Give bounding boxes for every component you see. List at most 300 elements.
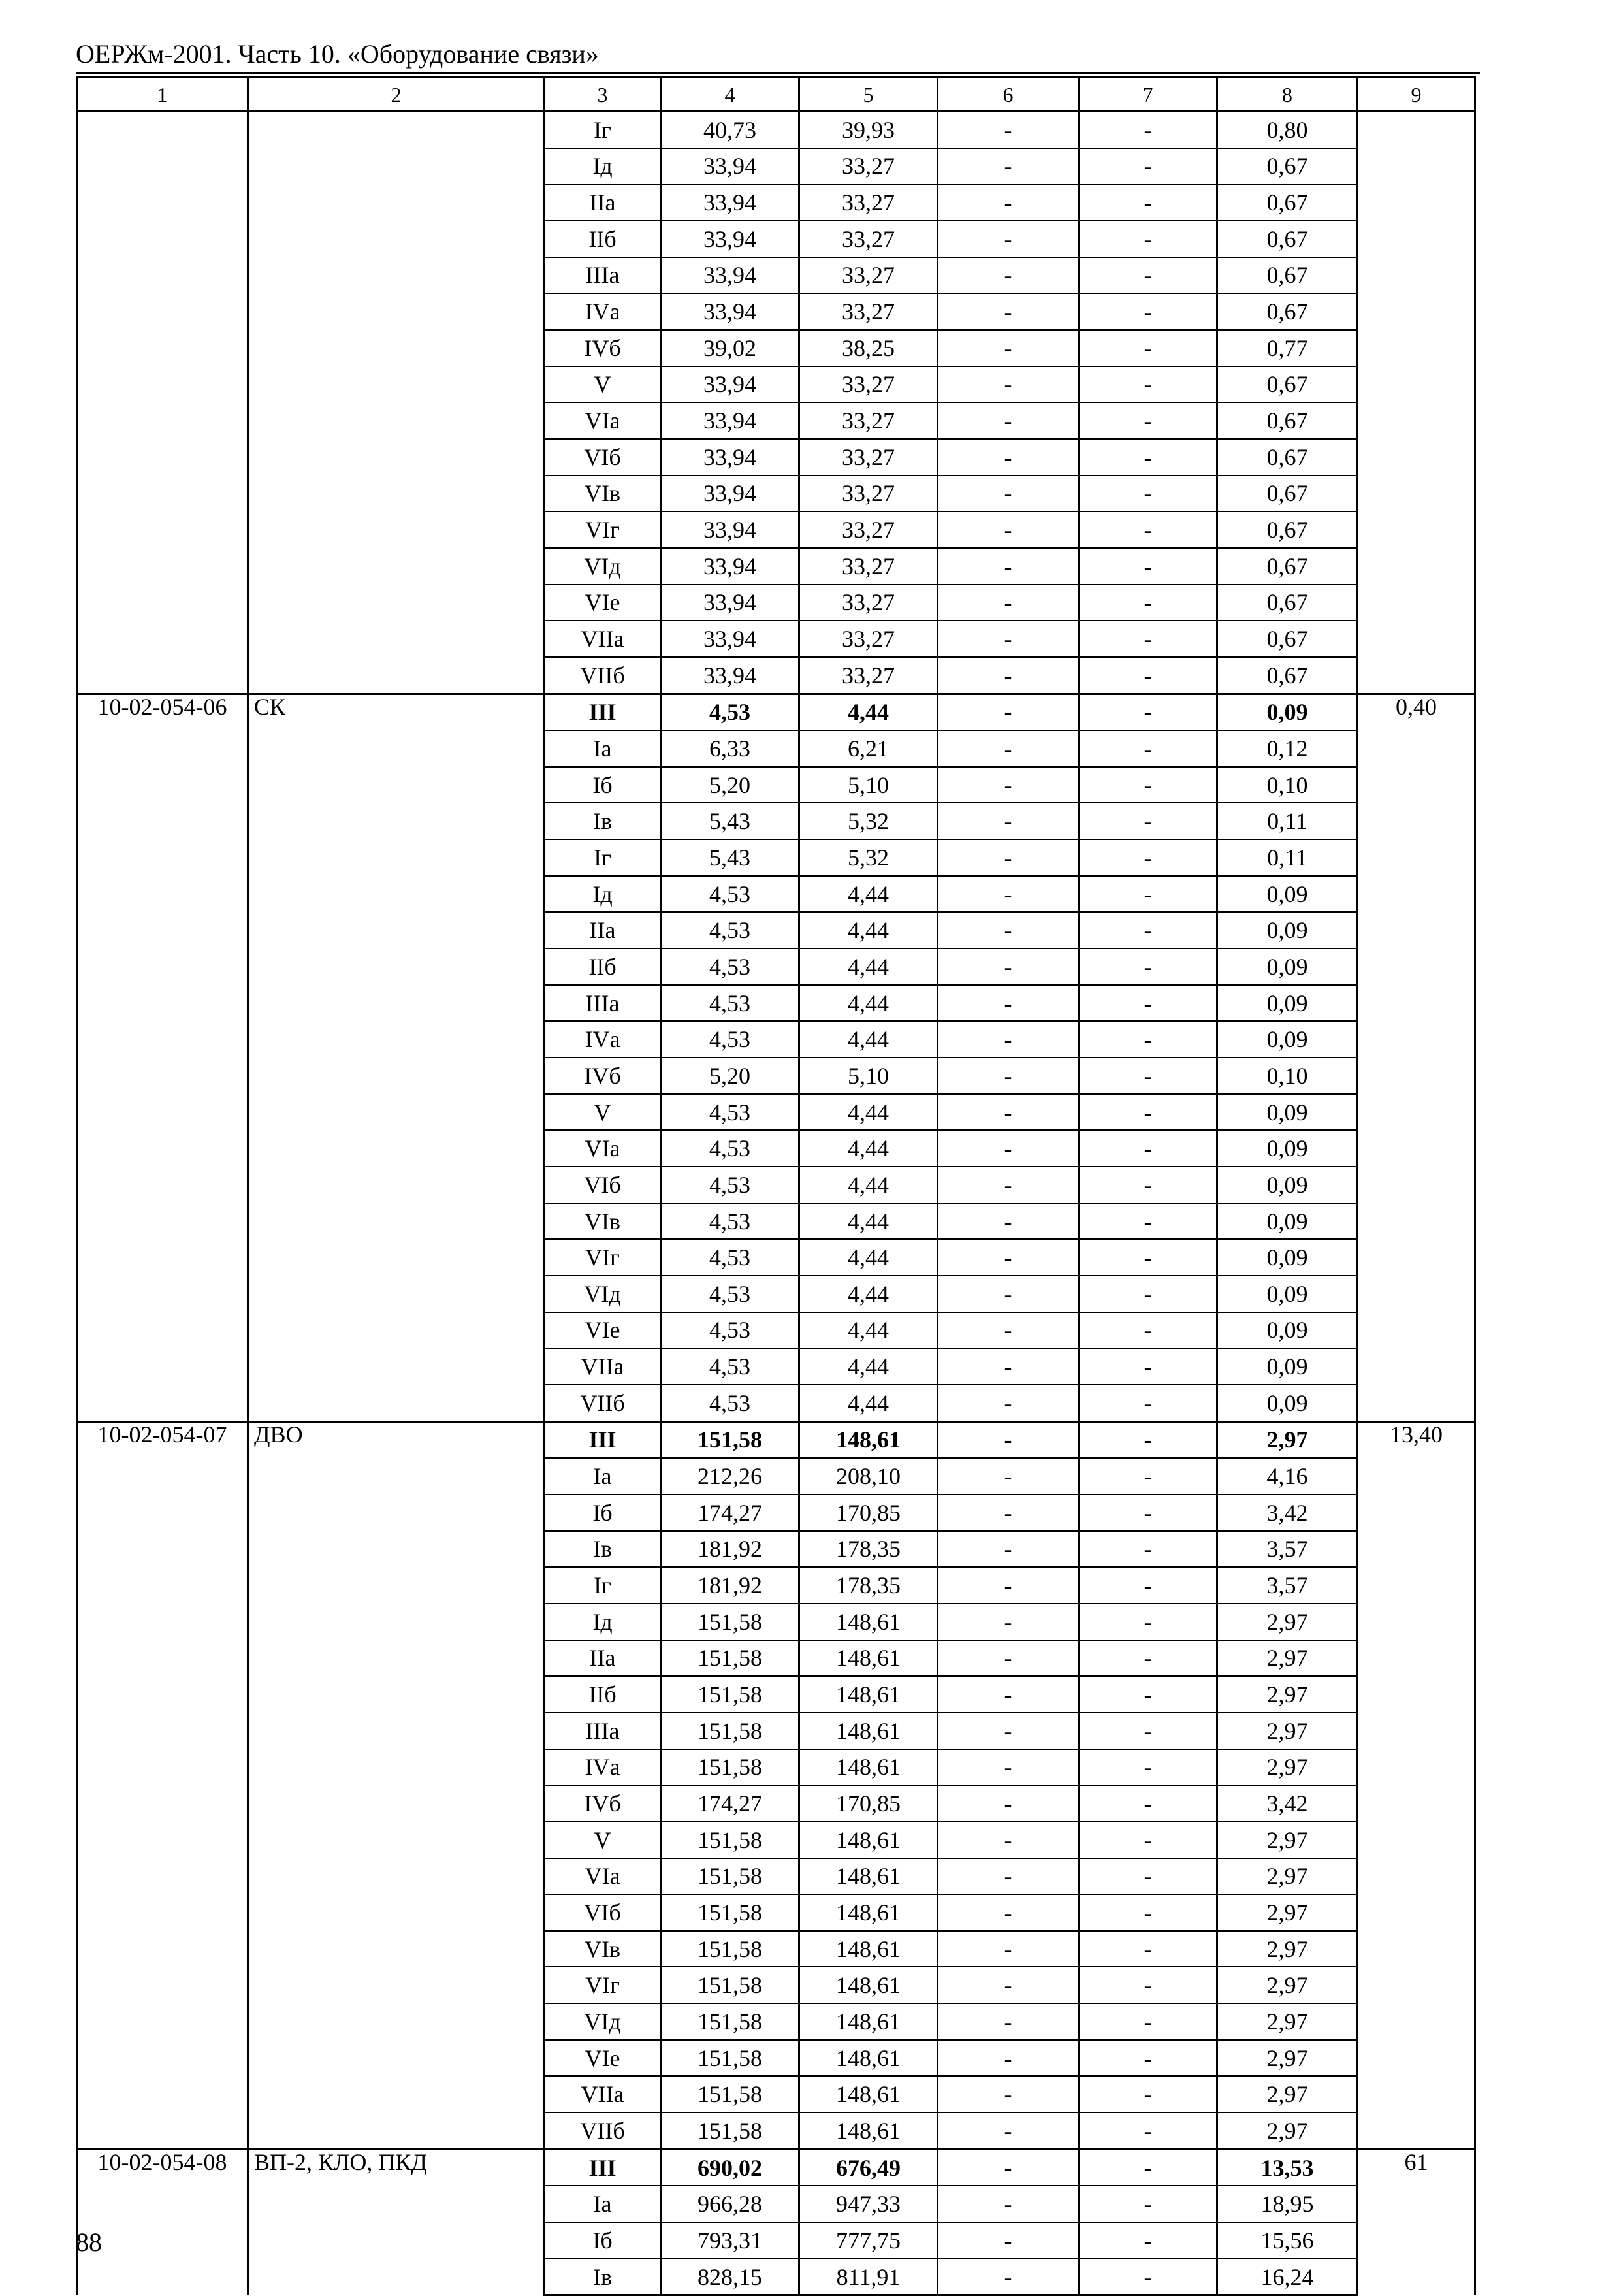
value-cell-col4: 151,58 bbox=[661, 1749, 799, 1786]
value-cell-col8: 0,67 bbox=[1217, 148, 1358, 185]
value-cell-col7: - bbox=[1079, 1239, 1217, 1276]
zone-cell: V bbox=[545, 1094, 661, 1131]
zone-cell: VIIа bbox=[545, 1348, 661, 1385]
value-cell-col5: 38,25 bbox=[799, 330, 938, 366]
value-cell-col7: - bbox=[1079, 2076, 1217, 2112]
value-cell-col4: 4,53 bbox=[661, 985, 799, 1022]
zone-cell: VIе bbox=[545, 2040, 661, 2077]
value-cell-col7: - bbox=[1079, 2040, 1217, 2077]
value-cell-col8: 3,42 bbox=[1217, 1495, 1358, 1531]
value-cell-col8: 0,67 bbox=[1217, 184, 1358, 221]
value-cell-col7: - bbox=[1079, 876, 1217, 913]
column-header-9: 9 bbox=[1358, 78, 1475, 112]
value-cell-col5: 170,85 bbox=[799, 1785, 938, 1822]
value-cell-col6: - bbox=[938, 2003, 1079, 2040]
zone-cell: VIIа bbox=[545, 621, 661, 657]
value-cell-col4: 33,94 bbox=[661, 621, 799, 657]
table-row bbox=[77, 112, 1475, 148]
col9-value-cell: 0,40 bbox=[1358, 694, 1475, 1421]
value-cell-col5: 4,44 bbox=[799, 1276, 938, 1312]
value-cell-col8: 2,97 bbox=[1217, 1604, 1358, 1640]
value-cell-col7: - bbox=[1079, 1604, 1217, 1640]
value-cell-col6: - bbox=[938, 366, 1079, 403]
zone-cell: VIв bbox=[545, 476, 661, 512]
value-cell-col5: 33,27 bbox=[799, 221, 938, 257]
value-cell-col6: - bbox=[938, 1822, 1079, 1858]
value-cell-col7: - bbox=[1079, 221, 1217, 257]
value-cell-col7: - bbox=[1079, 2222, 1217, 2259]
value-cell-col6: - bbox=[938, 330, 1079, 366]
zone-cell: VIв bbox=[545, 1931, 661, 1967]
value-cell-col4: 4,53 bbox=[661, 912, 799, 948]
value-cell-col6: - bbox=[938, 184, 1079, 221]
value-cell-col7: - bbox=[1079, 2259, 1217, 2295]
value-cell-col4: 33,94 bbox=[661, 402, 799, 439]
value-cell-col5: 148,61 bbox=[799, 1858, 938, 1895]
rate-code-cell: 10-02-054-06 bbox=[77, 694, 248, 1421]
value-cell-col6: - bbox=[938, 1967, 1079, 2003]
value-cell-col6: - bbox=[938, 876, 1079, 913]
zone-cell: IIIа bbox=[545, 257, 661, 294]
value-cell-col5: 208,10 bbox=[799, 1458, 938, 1495]
value-cell-col4: 33,94 bbox=[661, 585, 799, 621]
zone-cell: VIд bbox=[545, 2003, 661, 2040]
value-cell-col5: 148,61 bbox=[799, 2040, 938, 2077]
value-cell-col4: 174,27 bbox=[661, 1495, 799, 1531]
value-cell-col6: - bbox=[938, 1785, 1079, 1822]
page-number: 88 bbox=[76, 2227, 102, 2257]
zone-cell: IIб bbox=[545, 948, 661, 985]
value-cell-col4: 690,02 bbox=[661, 2149, 799, 2186]
value-cell-col5: 4,44 bbox=[799, 694, 938, 730]
value-cell-col5: 4,44 bbox=[799, 1348, 938, 1385]
value-cell-col5: 148,61 bbox=[799, 2003, 938, 2040]
value-cell-col4: 5,43 bbox=[661, 803, 799, 839]
value-cell-col8: 2,97 bbox=[1217, 2040, 1358, 2077]
zone-cell: III bbox=[545, 694, 661, 730]
value-cell-col5: 4,44 bbox=[799, 876, 938, 913]
value-cell-col8: 0,11 bbox=[1217, 803, 1358, 839]
value-cell-col5: 33,27 bbox=[799, 585, 938, 621]
value-cell-col4: 33,94 bbox=[661, 184, 799, 221]
value-cell-col7: - bbox=[1079, 912, 1217, 948]
value-cell-col8: 0,09 bbox=[1217, 948, 1358, 985]
value-cell-col5: 33,27 bbox=[799, 548, 938, 585]
value-cell-col4: 5,43 bbox=[661, 839, 799, 876]
value-cell-col7: - bbox=[1079, 657, 1217, 694]
value-cell-col4: 181,92 bbox=[661, 1567, 799, 1604]
value-cell-col7: - bbox=[1079, 1421, 1217, 1458]
value-cell-col6: - bbox=[938, 585, 1079, 621]
column-header-6: 6 bbox=[938, 78, 1079, 112]
value-cell-col7: - bbox=[1079, 1276, 1217, 1312]
zone-cell: III bbox=[545, 2149, 661, 2186]
value-cell-col5: 4,44 bbox=[799, 1239, 938, 1276]
value-cell-col4: 174,27 bbox=[661, 1785, 799, 1822]
value-cell-col7: - bbox=[1079, 1385, 1217, 1421]
value-cell-col8: 0,67 bbox=[1217, 585, 1358, 621]
value-cell-col7: - bbox=[1079, 1567, 1217, 1604]
value-cell-col6: - bbox=[938, 439, 1079, 476]
zone-cell: VIб bbox=[545, 439, 661, 476]
value-cell-col7: - bbox=[1079, 366, 1217, 403]
zone-cell: V bbox=[545, 366, 661, 403]
value-cell-col5: 148,61 bbox=[799, 1931, 938, 1967]
value-cell-col6: - bbox=[938, 1385, 1079, 1421]
value-cell-col6: - bbox=[938, 1312, 1079, 1349]
table-body bbox=[77, 78, 1475, 2295]
value-cell-col4: 33,94 bbox=[661, 439, 799, 476]
value-cell-col5: 4,44 bbox=[799, 985, 938, 1022]
column-header-8: 8 bbox=[1217, 78, 1358, 112]
value-cell-col5: 4,44 bbox=[799, 1167, 938, 1203]
zone-cell: III bbox=[545, 1421, 661, 1458]
value-cell-col6: - bbox=[938, 112, 1079, 148]
value-cell-col7: - bbox=[1079, 1858, 1217, 1895]
value-cell-col4: 4,53 bbox=[661, 1385, 799, 1421]
value-cell-col5: 4,44 bbox=[799, 948, 938, 985]
value-cell-col7: - bbox=[1079, 1495, 1217, 1531]
value-cell-col7: - bbox=[1079, 2186, 1217, 2222]
value-cell-col5: 33,27 bbox=[799, 657, 938, 694]
zone-cell: Iг bbox=[545, 839, 661, 876]
value-cell-col8: 0,67 bbox=[1217, 439, 1358, 476]
value-cell-col6: - bbox=[938, 293, 1079, 330]
zone-cell: VIг bbox=[545, 511, 661, 548]
value-cell-col7: - bbox=[1079, 184, 1217, 221]
value-cell-col8: 2,97 bbox=[1217, 1822, 1358, 1858]
value-cell-col4: 33,94 bbox=[661, 366, 799, 403]
zone-cell: V bbox=[545, 1822, 661, 1858]
value-cell-col4: 4,53 bbox=[661, 1348, 799, 1385]
value-cell-col5: 148,61 bbox=[799, 1822, 938, 1858]
value-cell-col6: - bbox=[938, 1167, 1079, 1203]
value-cell-col6: - bbox=[938, 2112, 1079, 2149]
value-cell-col8: 0,09 bbox=[1217, 694, 1358, 730]
zone-cell: Iб bbox=[545, 767, 661, 803]
zone-cell: Iв bbox=[545, 2259, 661, 2295]
zone-cell: IIб bbox=[545, 221, 661, 257]
value-cell-col8: 0,10 bbox=[1217, 767, 1358, 803]
value-cell-col7: - bbox=[1079, 439, 1217, 476]
value-cell-col7: - bbox=[1079, 1531, 1217, 1568]
value-cell-col5: 148,61 bbox=[799, 1894, 938, 1931]
value-cell-col5: 178,35 bbox=[799, 1567, 938, 1604]
value-cell-col7: - bbox=[1079, 839, 1217, 876]
value-cell-col8: 3,57 bbox=[1217, 1567, 1358, 1604]
value-cell-col8: 0,09 bbox=[1217, 1094, 1358, 1131]
value-cell-col4: 4,53 bbox=[661, 1239, 799, 1276]
value-cell-col6: - bbox=[938, 2076, 1079, 2112]
value-cell-col8: 0,67 bbox=[1217, 621, 1358, 657]
equipment-name-cell bbox=[248, 112, 545, 694]
value-cell-col5: 676,49 bbox=[799, 2149, 938, 2186]
value-cell-col4: 151,58 bbox=[661, 2040, 799, 2077]
value-cell-col7: - bbox=[1079, 293, 1217, 330]
value-cell-col5: 4,44 bbox=[799, 1312, 938, 1349]
value-cell-col6: - bbox=[938, 1567, 1079, 1604]
value-cell-col8: 2,97 bbox=[1217, 2112, 1358, 2149]
value-cell-col4: 39,02 bbox=[661, 330, 799, 366]
value-cell-col8: 0,67 bbox=[1217, 366, 1358, 403]
zone-cell: Iа bbox=[545, 1458, 661, 1495]
value-cell-col6: - bbox=[938, 1604, 1079, 1640]
value-cell-col7: - bbox=[1079, 2149, 1217, 2186]
value-cell-col8: 0,67 bbox=[1217, 476, 1358, 512]
value-cell-col4: 4,53 bbox=[661, 694, 799, 730]
value-cell-col6: - bbox=[938, 730, 1079, 767]
value-cell-col6: - bbox=[938, 2186, 1079, 2222]
value-cell-col5: 811,91 bbox=[799, 2259, 938, 2295]
value-cell-col7: - bbox=[1079, 730, 1217, 767]
value-cell-col7: - bbox=[1079, 1822, 1217, 1858]
value-cell-col4: 4,53 bbox=[661, 1203, 799, 1240]
value-cell-col7: - bbox=[1079, 1967, 1217, 2003]
value-cell-col5: 5,32 bbox=[799, 839, 938, 876]
value-cell-col5: 148,61 bbox=[799, 2112, 938, 2149]
rate-code-cell bbox=[77, 112, 248, 694]
value-cell-col6: - bbox=[938, 476, 1079, 512]
value-cell-col8: 0,09 bbox=[1217, 1312, 1358, 1349]
value-cell-col4: 33,94 bbox=[661, 293, 799, 330]
value-cell-col4: 6,33 bbox=[661, 730, 799, 767]
value-cell-col8: 0,67 bbox=[1217, 511, 1358, 548]
value-cell-col8: 0,12 bbox=[1217, 730, 1358, 767]
value-cell-col5: 33,27 bbox=[799, 257, 938, 294]
value-cell-col7: - bbox=[1079, 1348, 1217, 1385]
value-cell-col4: 33,94 bbox=[661, 548, 799, 585]
value-cell-col5: 947,33 bbox=[799, 2186, 938, 2222]
zone-cell: Iд bbox=[545, 148, 661, 185]
value-cell-col6: - bbox=[938, 1894, 1079, 1931]
zone-cell: VIб bbox=[545, 1894, 661, 1931]
value-cell-col4: 33,94 bbox=[661, 148, 799, 185]
zone-cell: VIIб bbox=[545, 657, 661, 694]
value-cell-col8: 0,09 bbox=[1217, 1385, 1358, 1421]
value-cell-col6: - bbox=[938, 1495, 1079, 1531]
zone-cell: VIе bbox=[545, 1312, 661, 1349]
zone-cell: IVб bbox=[545, 1058, 661, 1094]
value-cell-col4: 151,58 bbox=[661, 1822, 799, 1858]
value-cell-col6: - bbox=[938, 2222, 1079, 2259]
value-cell-col8: 0,09 bbox=[1217, 1167, 1358, 1203]
value-cell-col6: - bbox=[938, 1640, 1079, 1677]
value-cell-col4: 181,92 bbox=[661, 1531, 799, 1568]
value-cell-col5: 148,61 bbox=[799, 1967, 938, 2003]
value-cell-col4: 151,58 bbox=[661, 1604, 799, 1640]
value-cell-col8: 4,16 bbox=[1217, 1458, 1358, 1495]
value-cell-col6: - bbox=[938, 402, 1079, 439]
value-cell-col8: 0,09 bbox=[1217, 876, 1358, 913]
value-cell-col7: - bbox=[1079, 511, 1217, 548]
zone-cell: VIв bbox=[545, 1203, 661, 1240]
value-cell-col8: 0,67 bbox=[1217, 548, 1358, 585]
value-cell-col5: 33,27 bbox=[799, 184, 938, 221]
value-cell-col5: 178,35 bbox=[799, 1531, 938, 1568]
col9-value-cell bbox=[1358, 112, 1475, 694]
zone-cell: Iа bbox=[545, 2186, 661, 2222]
value-cell-col7: - bbox=[1079, 2112, 1217, 2149]
value-cell-col5: 33,27 bbox=[799, 476, 938, 512]
value-cell-col5: 33,27 bbox=[799, 148, 938, 185]
value-cell-col8: 18,95 bbox=[1217, 2186, 1358, 2222]
value-cell-col6: - bbox=[938, 1058, 1079, 1094]
value-cell-col5: 33,27 bbox=[799, 621, 938, 657]
value-cell-col4: 5,20 bbox=[661, 767, 799, 803]
value-cell-col7: - bbox=[1079, 1058, 1217, 1094]
value-cell-col7: - bbox=[1079, 948, 1217, 985]
value-cell-col8: 2,97 bbox=[1217, 1931, 1358, 1967]
value-cell-col8: 0,09 bbox=[1217, 1348, 1358, 1385]
value-cell-col5: 5,10 bbox=[799, 767, 938, 803]
zone-cell: VIб bbox=[545, 1167, 661, 1203]
value-cell-col4: 4,53 bbox=[661, 1167, 799, 1203]
value-cell-col4: 151,58 bbox=[661, 1421, 799, 1458]
value-cell-col7: - bbox=[1079, 985, 1217, 1022]
value-cell-col4: 151,58 bbox=[661, 1967, 799, 2003]
zone-cell: VIг bbox=[545, 1967, 661, 2003]
zone-cell: Iб bbox=[545, 2222, 661, 2259]
value-cell-col4: 4,53 bbox=[661, 1312, 799, 1349]
value-cell-col4: 151,58 bbox=[661, 2112, 799, 2149]
value-cell-col7: - bbox=[1079, 1167, 1217, 1203]
value-cell-col8: 3,57 bbox=[1217, 1531, 1358, 1568]
value-cell-col8: 0,10 bbox=[1217, 1058, 1358, 1094]
value-cell-col7: - bbox=[1079, 585, 1217, 621]
value-cell-col6: - bbox=[938, 985, 1079, 1022]
zone-cell: VIа bbox=[545, 1858, 661, 1895]
zone-cell: IIб bbox=[545, 1676, 661, 1713]
value-cell-col6: - bbox=[938, 1421, 1079, 1458]
value-cell-col7: - bbox=[1079, 803, 1217, 839]
zone-cell: Iд bbox=[545, 1604, 661, 1640]
value-cell-col5: 170,85 bbox=[799, 1495, 938, 1531]
page-header-title: ОЕРЖм-2001. Часть 10. «Оборудование связи» bbox=[76, 39, 599, 69]
value-cell-col5: 148,61 bbox=[799, 2076, 938, 2112]
col9-value-cell: 13,40 bbox=[1358, 1421, 1475, 2149]
value-cell-col4: 828,15 bbox=[661, 2259, 799, 2295]
zone-cell: IIа bbox=[545, 912, 661, 948]
value-cell-col8: 16,24 bbox=[1217, 2259, 1358, 2295]
value-cell-col8: 0,09 bbox=[1217, 912, 1358, 948]
table-row bbox=[77, 2149, 1475, 2186]
value-cell-col7: - bbox=[1079, 1931, 1217, 1967]
value-cell-col8: 0,67 bbox=[1217, 657, 1358, 694]
value-cell-col4: 4,53 bbox=[661, 1094, 799, 1131]
zone-cell: Iа bbox=[545, 730, 661, 767]
zone-cell: IVа bbox=[545, 1749, 661, 1786]
value-cell-col5: 148,61 bbox=[799, 1640, 938, 1677]
value-cell-col5: 33,27 bbox=[799, 366, 938, 403]
value-cell-col8: 0,09 bbox=[1217, 1276, 1358, 1312]
value-cell-col4: 40,73 bbox=[661, 112, 799, 148]
value-cell-col8: 0,77 bbox=[1217, 330, 1358, 366]
value-cell-col6: - bbox=[938, 1713, 1079, 1749]
value-cell-col8: 2,97 bbox=[1217, 1967, 1358, 2003]
value-cell-col5: 148,61 bbox=[799, 1421, 938, 1458]
value-cell-col5: 5,32 bbox=[799, 803, 938, 839]
zone-cell: IIIа bbox=[545, 985, 661, 1022]
value-cell-col6: - bbox=[938, 511, 1079, 548]
value-cell-col5: 4,44 bbox=[799, 1385, 938, 1421]
value-cell-col4: 5,20 bbox=[661, 1058, 799, 1094]
equipment-name-cell: СК bbox=[248, 694, 545, 1421]
header-rule bbox=[76, 72, 1480, 74]
value-cell-col6: - bbox=[938, 548, 1079, 585]
zone-cell: VIе bbox=[545, 585, 661, 621]
value-cell-col8: 2,97 bbox=[1217, 1421, 1358, 1458]
value-cell-col7: - bbox=[1079, 1676, 1217, 1713]
value-cell-col4: 793,31 bbox=[661, 2222, 799, 2259]
value-cell-col7: - bbox=[1079, 1640, 1217, 1677]
value-cell-col4: 151,58 bbox=[661, 2003, 799, 2040]
value-cell-col7: - bbox=[1079, 2003, 1217, 2040]
value-cell-col8: 0,67 bbox=[1217, 293, 1358, 330]
value-cell-col4: 4,53 bbox=[661, 876, 799, 913]
value-cell-col8: 0,67 bbox=[1217, 221, 1358, 257]
value-cell-col8: 2,97 bbox=[1217, 1676, 1358, 1713]
zone-cell: VIа bbox=[545, 1130, 661, 1167]
value-cell-col8: 0,67 bbox=[1217, 402, 1358, 439]
zone-cell: VIг bbox=[545, 1239, 661, 1276]
table-row bbox=[77, 1421, 1475, 1458]
value-cell-col4: 4,53 bbox=[661, 1276, 799, 1312]
zone-cell: IIIа bbox=[545, 1713, 661, 1749]
value-cell-col6: - bbox=[938, 1203, 1079, 1240]
column-header-5: 5 bbox=[799, 78, 938, 112]
rate-code-cell: 10-02-054-07 bbox=[77, 1421, 248, 2149]
value-cell-col6: - bbox=[938, 1276, 1079, 1312]
zone-cell: IVа bbox=[545, 1021, 661, 1058]
value-cell-col6: - bbox=[938, 1458, 1079, 1495]
value-cell-col6: - bbox=[938, 948, 1079, 985]
zone-cell: VIIб bbox=[545, 2112, 661, 2149]
zone-cell: VIд bbox=[545, 548, 661, 585]
value-cell-col6: - bbox=[938, 1021, 1079, 1058]
table-row bbox=[77, 694, 1475, 730]
col9-value-cell: 61 bbox=[1358, 2149, 1475, 2295]
value-cell-col8: 0,09 bbox=[1217, 985, 1358, 1022]
zone-cell: IVб bbox=[545, 330, 661, 366]
value-cell-col8: 15,56 bbox=[1217, 2222, 1358, 2259]
value-cell-col8: 0,09 bbox=[1217, 1203, 1358, 1240]
value-cell-col6: - bbox=[938, 1094, 1079, 1131]
value-cell-col6: - bbox=[938, 1749, 1079, 1786]
value-cell-col7: - bbox=[1079, 112, 1217, 148]
zone-cell: VIд bbox=[545, 1276, 661, 1312]
zone-cell: IVб bbox=[545, 1785, 661, 1822]
value-cell-col7: - bbox=[1079, 1458, 1217, 1495]
rate-code-cell: 10-02-054-08 bbox=[77, 2149, 248, 2295]
value-cell-col5: 4,44 bbox=[799, 1130, 938, 1167]
value-cell-col8: 2,97 bbox=[1217, 1894, 1358, 1931]
value-cell-col8: 3,42 bbox=[1217, 1785, 1358, 1822]
value-cell-col6: - bbox=[938, 1858, 1079, 1895]
value-cell-col4: 33,94 bbox=[661, 657, 799, 694]
value-cell-col5: 33,27 bbox=[799, 402, 938, 439]
value-cell-col4: 33,94 bbox=[661, 221, 799, 257]
value-cell-col8: 0,67 bbox=[1217, 257, 1358, 294]
value-cell-col7: - bbox=[1079, 767, 1217, 803]
zone-cell: VIа bbox=[545, 402, 661, 439]
value-cell-col4: 4,53 bbox=[661, 948, 799, 985]
value-cell-col8: 2,97 bbox=[1217, 1749, 1358, 1786]
value-cell-col8: 13,53 bbox=[1217, 2149, 1358, 2186]
value-cell-col4: 151,58 bbox=[661, 1858, 799, 1895]
value-cell-col6: - bbox=[938, 2040, 1079, 2077]
value-cell-col7: - bbox=[1079, 257, 1217, 294]
value-cell-col6: - bbox=[938, 1239, 1079, 1276]
